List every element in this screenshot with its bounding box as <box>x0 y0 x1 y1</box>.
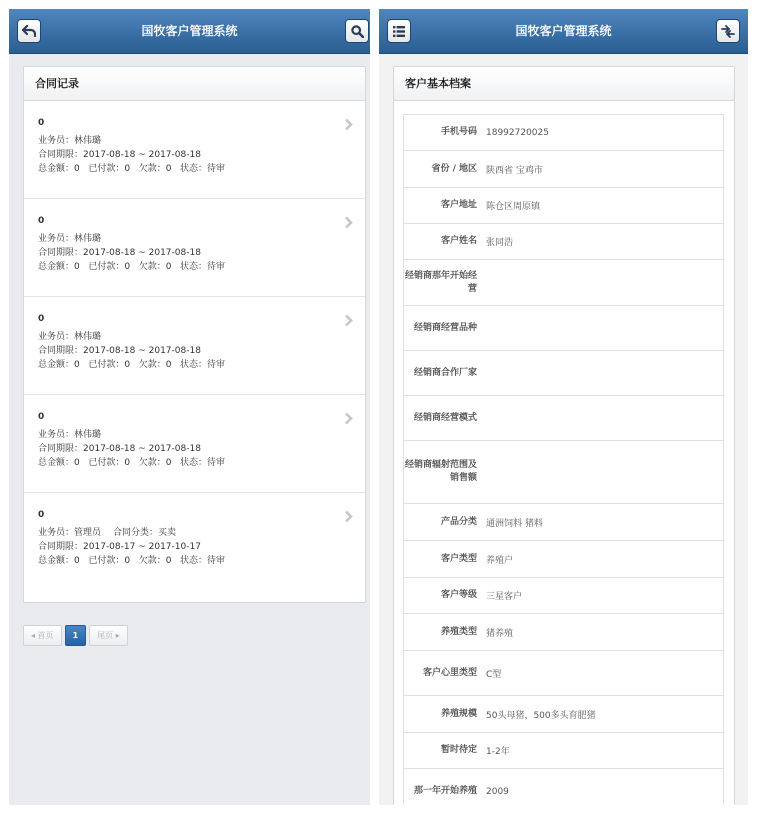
contract-panel <box>9 9 370 805</box>
period-line <box>38 442 365 456</box>
staff-name: 林伟璐 <box>74 234 102 244</box>
period-separator: ~ <box>138 248 146 258</box>
contract-item[interactable] <box>24 199 365 297</box>
total-value: 0 <box>74 458 80 468</box>
profile-table <box>403 114 724 805</box>
paid-value: 0 <box>124 360 131 370</box>
owed-value: 0 <box>165 360 172 370</box>
field-label: 经销商辐射范围及 销售额 <box>404 460 477 483</box>
profile-row <box>404 441 723 504</box>
staff-label: 业务员： <box>38 332 75 342</box>
field-value: 1-2年 <box>486 747 510 757</box>
field-label: 经销商合作厂家 <box>413 367 477 378</box>
field-value: 2009 <box>486 786 509 797</box>
owed-value: 0 <box>165 164 172 174</box>
field-label: 经销商经营模式 <box>413 412 477 423</box>
field-value: 通洲饲料 猪料 <box>486 518 543 529</box>
swap-icon <box>721 25 735 38</box>
status-label: 状态： <box>180 164 208 174</box>
total-label: 总金额： <box>38 262 75 272</box>
staff-label: 业务员： <box>38 234 75 244</box>
chevron-right-icon <box>344 510 353 523</box>
first-page-button[interactable]: ◂ 首页 <box>23 625 62 646</box>
field-value: 猪养殖 <box>486 628 514 639</box>
field-label: 养殖规模 <box>440 708 477 719</box>
status-value: 待审 <box>207 164 226 174</box>
field-value: 养殖户 <box>486 555 514 566</box>
total-label: 总金额： <box>38 458 75 468</box>
amount-line <box>38 162 365 176</box>
period-label: 合同期限： <box>38 444 84 454</box>
total-value: 0 <box>74 360 80 370</box>
paid-value: 0 <box>124 164 131 174</box>
period-separator: ~ <box>138 444 146 454</box>
top-bar <box>9 9 370 54</box>
period-start: 2017-08-18 <box>83 444 136 454</box>
staff-label: 业务员： <box>38 528 75 538</box>
profile-row <box>404 260 723 306</box>
staff-name: 林伟璐 <box>74 430 102 440</box>
profile-row <box>404 151 723 188</box>
chevron-right-icon <box>344 412 353 425</box>
profile-row <box>404 541 723 578</box>
period-line <box>38 540 365 554</box>
app-title: 国牧客户管理系统 <box>515 24 612 38</box>
status-label: 状态： <box>180 458 208 468</box>
contract-amount: 0 <box>38 314 45 324</box>
total-value: 0 <box>74 262 80 272</box>
field-value: 张同浩 <box>486 238 514 248</box>
amount-line <box>38 260 365 274</box>
field-label: 客户姓名 <box>440 236 477 246</box>
field-label: 省份 / 地区 <box>431 163 477 174</box>
field-label: 客户等级 <box>440 590 477 600</box>
total-value: 0 <box>74 556 80 566</box>
profile-row <box>404 651 723 696</box>
period-line <box>38 344 365 358</box>
profile-row <box>404 614 723 651</box>
staff-name: 管理员 <box>74 528 102 538</box>
profile-row <box>404 351 723 396</box>
status-value: 待审 <box>207 556 226 566</box>
profile-row <box>404 396 723 441</box>
staff-line <box>38 134 365 148</box>
period-start: 2017-08-18 <box>83 150 136 160</box>
field-label: 经销商经营品种 <box>413 322 477 333</box>
profile-row <box>404 769 723 805</box>
field-label: 客户类型 <box>440 553 477 564</box>
field-value: 18992720025 <box>486 127 549 138</box>
pagination <box>23 625 128 646</box>
chevron-right-icon <box>344 118 353 131</box>
staff-line <box>38 330 365 344</box>
paid-label: 已付款： <box>88 458 125 468</box>
section-title: 合同记录 <box>24 67 365 101</box>
category-value: 买卖 <box>158 528 177 538</box>
page-1-button[interactable]: 1 <box>65 625 87 646</box>
field-label: 暂时待定 <box>440 745 477 755</box>
last-page-button[interactable]: 尾页 ▸ <box>89 625 128 646</box>
field-value: 50头母猪，500多头育肥猪 <box>486 710 596 721</box>
staff-name: 林伟璐 <box>74 332 102 342</box>
amount-line <box>38 554 365 568</box>
customer-profile-panel <box>379 9 748 805</box>
status-value: 待审 <box>207 360 226 370</box>
contract-list <box>24 101 365 591</box>
paid-label: 已付款： <box>88 360 125 370</box>
field-value: C型 <box>486 669 502 680</box>
profile-row <box>404 578 723 614</box>
chevron-right-icon <box>344 314 353 327</box>
owed-label: 欠款： <box>138 164 166 174</box>
swap-button[interactable] <box>716 19 740 43</box>
paid-value: 0 <box>124 262 131 272</box>
owed-label: 欠款： <box>138 556 166 566</box>
paid-label: 已付款： <box>88 262 125 272</box>
contract-item[interactable] <box>24 493 365 591</box>
total-label: 总金额： <box>38 164 75 174</box>
field-label: 那一年开始养殖 <box>413 786 477 796</box>
contract-amount: 0 <box>38 118 45 128</box>
total-label: 总金额： <box>38 360 75 370</box>
profile-row <box>404 504 723 541</box>
field-value: 三星客户 <box>486 592 523 602</box>
app-title: 国牧客户管理系统 <box>141 24 238 38</box>
period-line <box>38 246 365 260</box>
paid-label: 已付款： <box>88 164 125 174</box>
field-value: 陕西省 宝鸡市 <box>486 165 543 176</box>
staff-label: 业务员： <box>38 136 75 146</box>
status-label: 状态： <box>180 262 208 272</box>
section-title: 客户基本档案 <box>394 67 734 101</box>
amount-line <box>38 358 365 372</box>
profile-row <box>404 188 723 224</box>
staff-line <box>38 232 365 246</box>
period-separator: ~ <box>138 150 146 160</box>
contract-item[interactable] <box>24 297 365 395</box>
period-separator: ~ <box>138 346 146 356</box>
paid-value: 0 <box>124 556 131 566</box>
profile-row <box>404 224 723 260</box>
chevron-right-icon <box>344 216 353 229</box>
total-value: 0 <box>74 164 80 174</box>
contract-amount: 0 <box>38 510 45 520</box>
top-bar <box>379 9 748 54</box>
status-label: 状态： <box>180 556 208 566</box>
field-label: 经销商那年开始经营 <box>404 270 477 294</box>
period-end: 2017-08-18 <box>148 248 201 258</box>
contract-amount: 0 <box>38 216 45 226</box>
profile-row <box>404 115 723 151</box>
staff-line <box>38 428 365 442</box>
search-button[interactable] <box>345 19 369 43</box>
owed-value: 0 <box>165 556 172 566</box>
period-label: 合同期限： <box>38 248 84 258</box>
contract-item[interactable] <box>24 101 365 199</box>
category-label: 合同分类： <box>113 528 159 538</box>
field-label: 产品分类 <box>440 516 477 527</box>
owed-label: 欠款： <box>138 458 166 468</box>
contract-item[interactable] <box>24 395 365 493</box>
contract-amount: 0 <box>38 412 45 422</box>
status-label: 状态： <box>180 360 208 370</box>
paid-value: 0 <box>124 458 131 468</box>
paid-label: 已付款： <box>88 556 125 566</box>
staff-line <box>38 526 365 540</box>
field-label: 养殖类型 <box>440 626 477 637</box>
period-label: 合同期限： <box>38 150 84 160</box>
period-separator: ~ <box>138 542 146 552</box>
profile-row <box>404 696 723 733</box>
period-start: 2017-08-18 <box>83 346 136 356</box>
staff-label: 业务员： <box>38 430 75 440</box>
period-end: 2017-08-18 <box>148 150 201 160</box>
total-label: 总金额： <box>38 556 75 566</box>
status-value: 待审 <box>207 262 226 272</box>
profile-row <box>404 306 723 351</box>
search-icon <box>351 25 364 38</box>
contract-list-card <box>23 66 366 603</box>
status-value: 待审 <box>207 458 226 468</box>
period-end: 2017-08-18 <box>148 444 201 454</box>
period-end: 2017-08-18 <box>148 346 201 356</box>
owed-label: 欠款： <box>138 360 166 370</box>
field-label: 手机号码 <box>440 127 477 137</box>
period-end: 2017-10-17 <box>148 542 201 552</box>
amount-line <box>38 456 365 470</box>
field-label: 客户心里类型 <box>422 667 477 678</box>
owed-value: 0 <box>165 458 172 468</box>
period-start: 2017-08-18 <box>83 248 136 258</box>
owed-value: 0 <box>165 262 172 272</box>
period-label: 合同期限： <box>38 542 84 552</box>
staff-name: 林伟璐 <box>74 136 102 146</box>
period-label: 合同期限： <box>38 346 84 356</box>
profile-row <box>404 733 723 769</box>
field-value: 陈仓区周原镇 <box>486 202 541 212</box>
field-label: 客户地址 <box>440 200 477 210</box>
owed-label: 欠款： <box>138 262 166 272</box>
period-line <box>38 148 365 162</box>
period-start: 2017-08-17 <box>83 542 136 552</box>
